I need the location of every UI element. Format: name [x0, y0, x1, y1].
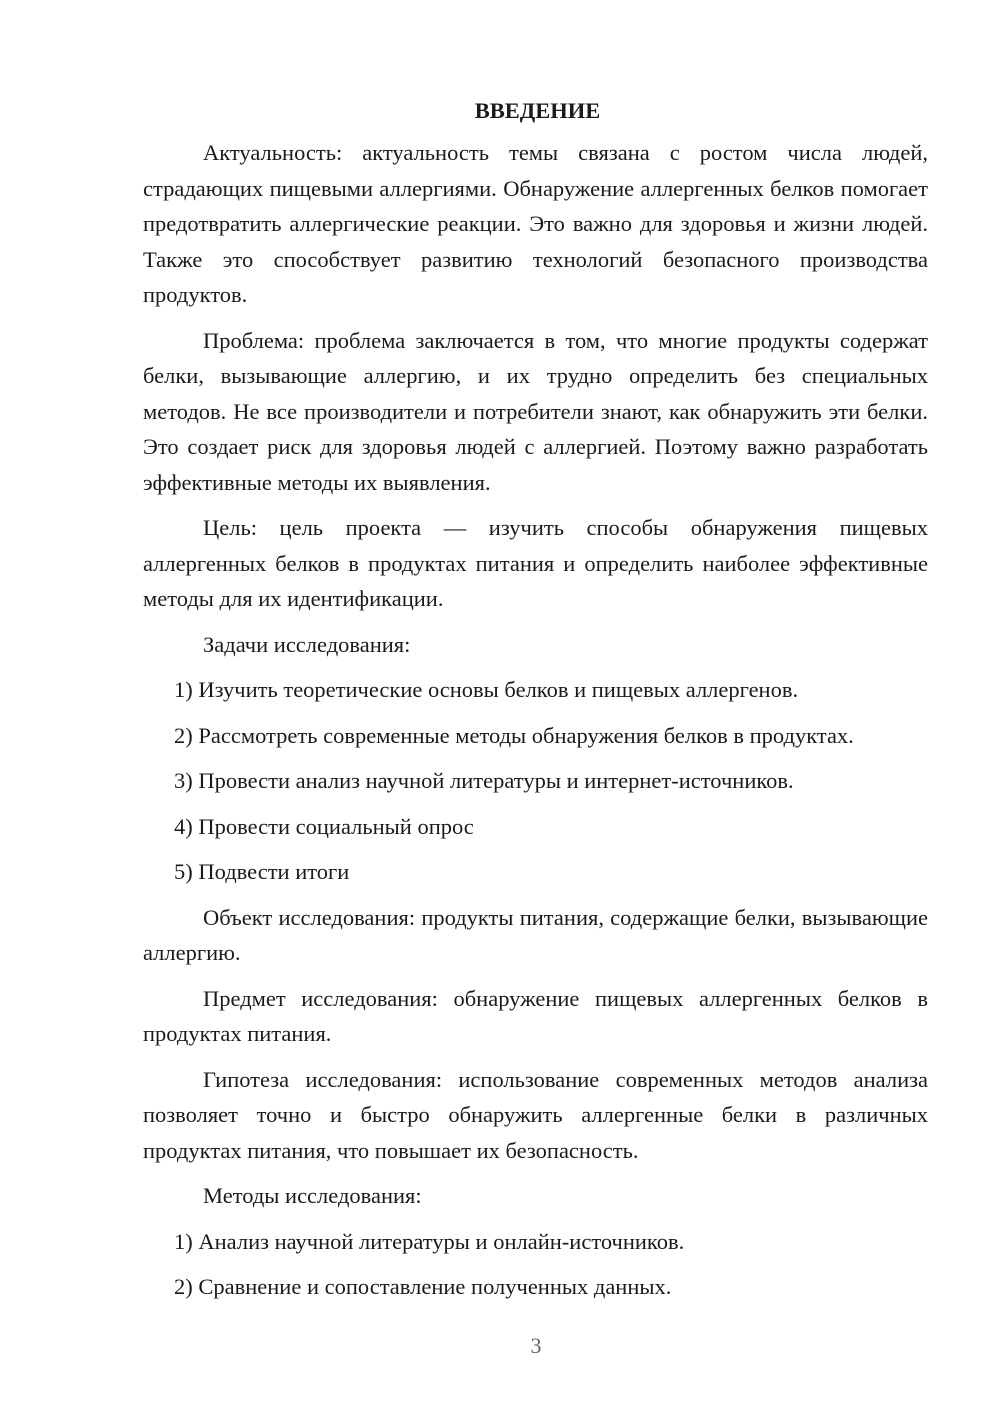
task-item: 4) Провести социальный опрос [174, 813, 474, 839]
goal-paragraph: Цель: цель проекта — изучить способы обнаружения пищевых аллергенных белков в продуктах питания и определить наиболее эффективные методы для их идентификации. [143, 515, 928, 611]
object-paragraph: Объект исследования: продукты питания, содержащие белки, вызывающие аллергию. [143, 904, 928, 965]
task-item: 2) Рассмотреть современные методы обнаружения белков в продуктах. [174, 722, 854, 748]
task-item: 5) Подвести итоги [174, 859, 350, 884]
tasks-heading: Задачи исследования: [203, 631, 411, 657]
task-item: 3) Провести анализ научной литературы и интернет-источников. [174, 768, 794, 793]
page-content [143, 96, 928, 1315]
hypothesis-paragraph: Гипотеза исследования: использование современных методов анализа позволяет точно и быстро обнаружить аллергенные белки в различных продуктах питания, что повышает их безопасность. [143, 1066, 928, 1163]
task-item: 1) Изучить теоретические основы белков и пищевых аллергенов. [174, 677, 799, 702]
relevance-paragraph: Актуальность: актуальность темы связана с ростом числа людей, страдающих пищевыми аллергиями. Обнаружение аллергенных белков помогает предотвратить аллергические реакции. Это важно для здоровья и жизни людей. Также это способствует развитию технологий безопасного производства продуктов. [143, 140, 928, 307]
problem-paragraph: Проблема: проблема заключается в том, что многие продукты содержат белки, вызывающие аллергию, и их трудно определить без специальных методов. Не все производители и потребители знают, как обнаружить эти белки. Это создает риск для здоровья людей с аллергией. Поэтому важно разработать эффективные методы их выявления. [143, 327, 928, 495]
page-number: 3 [530, 1333, 542, 1358]
method-item: 2) Сравнение и сопоставление полученных данных. [174, 1274, 672, 1299]
section-title: ВВЕДЕНИЕ [474, 98, 601, 123]
method-item: 1) Анализ научной литературы и онлайн-источников. [174, 1228, 685, 1254]
methods-heading: Методы исследования: [203, 1183, 422, 1208]
subject-paragraph: Предмет исследования: обнаружение пищевых аллергенных белков в продуктах питания. [143, 985, 928, 1046]
